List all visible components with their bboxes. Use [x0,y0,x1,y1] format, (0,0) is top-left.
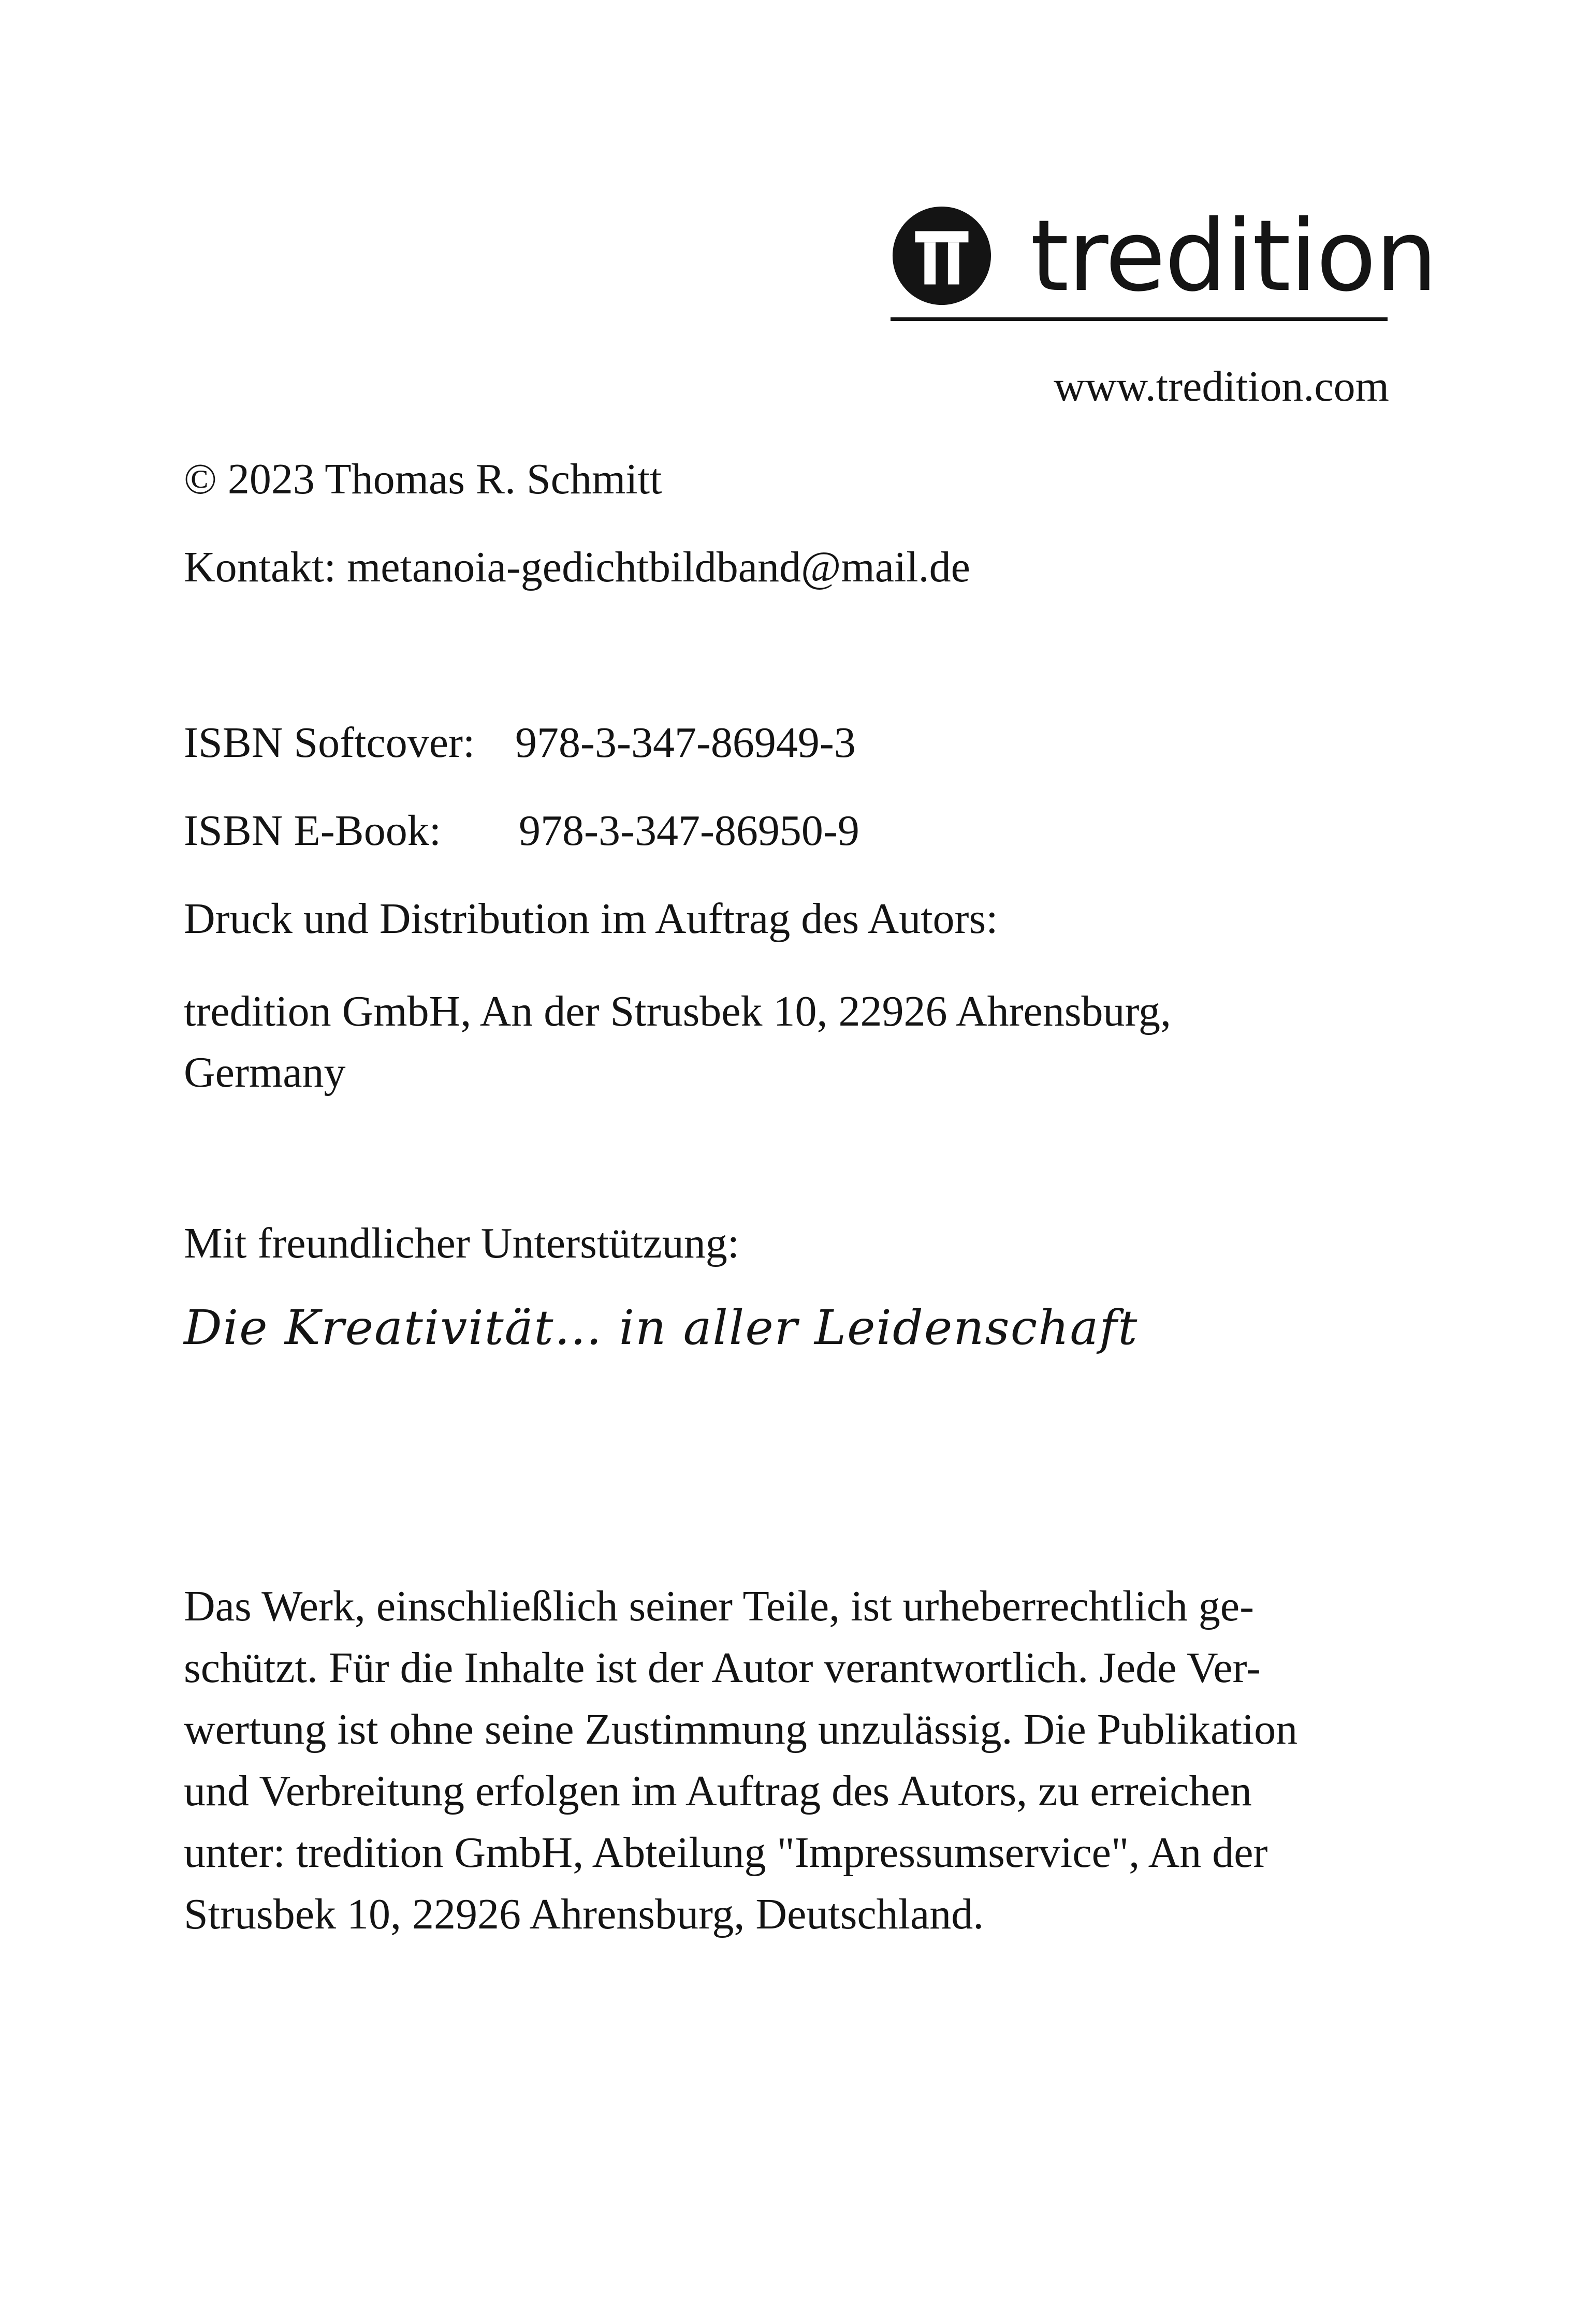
legal-line: schützt. Für die Inhalte ist der Autor verantwortlich. Jede Ver- [184,1644,1261,1692]
copyright-line: © 2023 Thomas R. Schmitt [184,455,662,503]
legal-line: wertung ist ohne seine Zustimmung unzulässig. Die Publikation [184,1705,1298,1753]
support-label: Mit freundlicher Unterstützung: [184,1219,740,1267]
address-line-2: Germany [184,1048,346,1097]
legal-line: und Verbreitung erfolgen im Auftrag des Autors, zu erreichen [184,1767,1252,1815]
publisher-website: www.tredition.com [1054,362,1389,411]
legal-notice [184,1575,1375,1945]
isbn-ebook-label: ISBN E-Book: [184,807,442,855]
isbn-softcover-value: 978-3-347-86949-3 [515,719,856,767]
publisher-logo [891,199,1437,324]
support-title: Die Kreativität… in aller Leidenschaft [184,1300,1139,1355]
distribution-line: Druck und Distribution im Auftrag des Autors: [184,895,998,943]
isbn-ebook-line [184,805,859,857]
logo-wordmark: tredition [1030,199,1437,313]
legal-line: unter: tredition GmbH, Abteilung "Impressumservice", An der [184,1829,1268,1877]
tredition-logo-icon [891,204,993,307]
legal-line: Das Werk, einschließlich seiner Teile, ist urheberrechtlich ge- [184,1582,1255,1630]
legal-line: Strusbek 10, 22926 Ahrensburg, Deutschland. [184,1890,984,1938]
publisher-address [184,981,1323,1103]
isbn-softcover-label: ISBN Softcover: [184,719,475,767]
contact-line: Kontakt: metanoia-gedichtbildband@mail.de [184,543,970,591]
isbn-softcover-line [184,717,856,769]
logo-underline [891,317,1388,321]
address-line-1: tredition GmbH, An der Strusbek 10, 22926 Ahrensburg, [184,987,1171,1035]
isbn-ebook-value: 978-3-347-86950-9 [519,807,859,855]
